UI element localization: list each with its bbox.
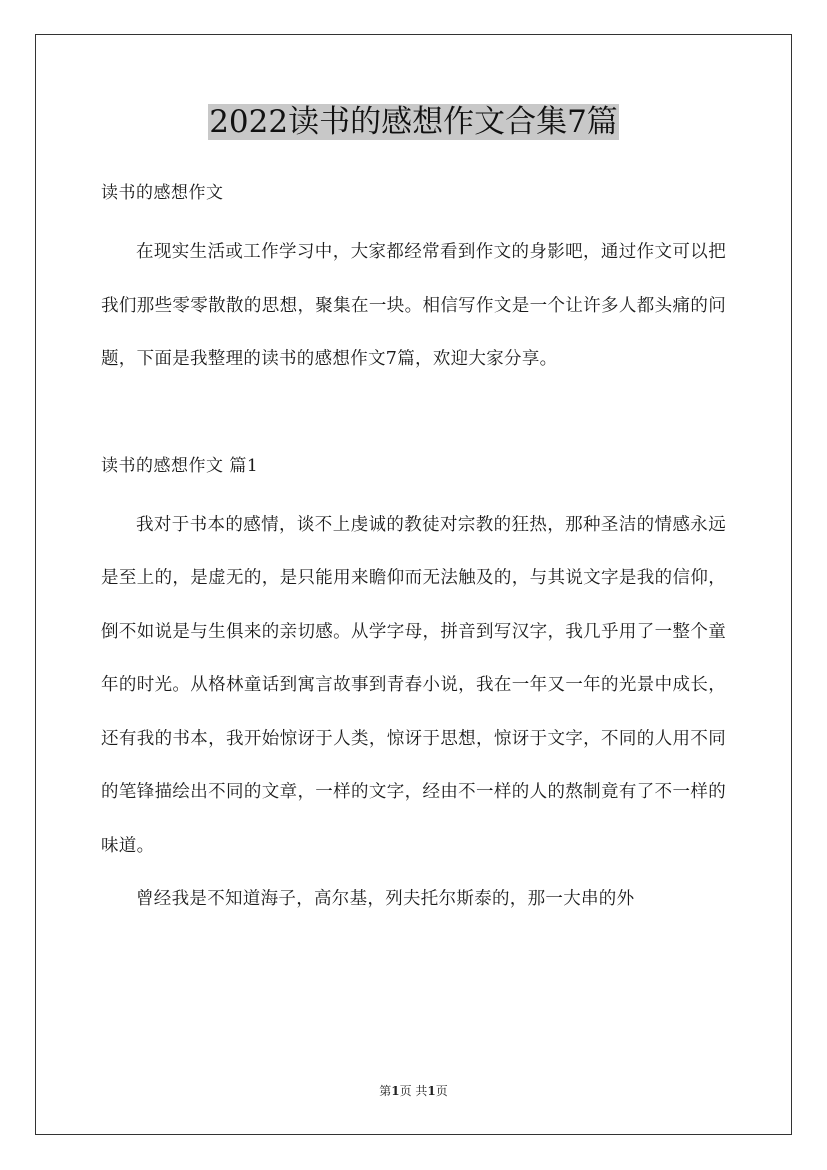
spacer: [101, 485, 726, 499]
section1-paragraph-1: 我对于书本的感情，谈不上虔诚的教徒对宗教的狂热，那种圣洁的情感永远是至上的，是虚无的，是只能用来瞻仰而无法触及的，与其说文字是我的信仰，倒不如说是与生俱来的亲切感。从学字母，拼音到写汉字，我几乎用了一整个童年的时光。从格林童话到寓言故事到青春小说，我在一年又一年的光景中成长，还有我的书本，我开始惊讶于人类，惊讶于思想，惊讶于文字，不同的人用不同的笔锋描绘出不同的文章，一样的文字，经由不一样的人的熬制竟有了不一样的味道。: [101, 514, 726, 856]
document-body: [101, 174, 726, 927]
footer-mid: 页 共: [399, 1084, 428, 1098]
section1-paragraph-2: 曾经我是不知道海子，高尔基，列夫托尔斯泰的，那一大串的外: [136, 889, 635, 909]
intro-paragraph: 在现实生活或工作学习中，大家都经常看到作文的身影吧，通过作文可以把我们那些零零散散的思想，聚集在一块。相信写作文是一个让许多人都头痛的问题，下面是我整理的读书的感想作文7篇，欢迎大家分享。: [101, 242, 726, 369]
document-title: [0, 100, 827, 144]
spacer: [101, 212, 726, 226]
document-title-text: 2022读书的感想作文合集7篇: [209, 104, 618, 140]
page-footer: [0, 1083, 827, 1099]
intro-heading: 读书的感想作文: [101, 183, 224, 203]
footer-suffix: 页: [435, 1084, 448, 1098]
footer-page-current: 1: [391, 1084, 400, 1098]
footer-prefix: 第: [379, 1084, 392, 1098]
spacer: [101, 387, 726, 447]
section1-heading: 读书的感想作文 篇1: [101, 455, 259, 476]
footer-page-total: 1: [427, 1084, 436, 1098]
